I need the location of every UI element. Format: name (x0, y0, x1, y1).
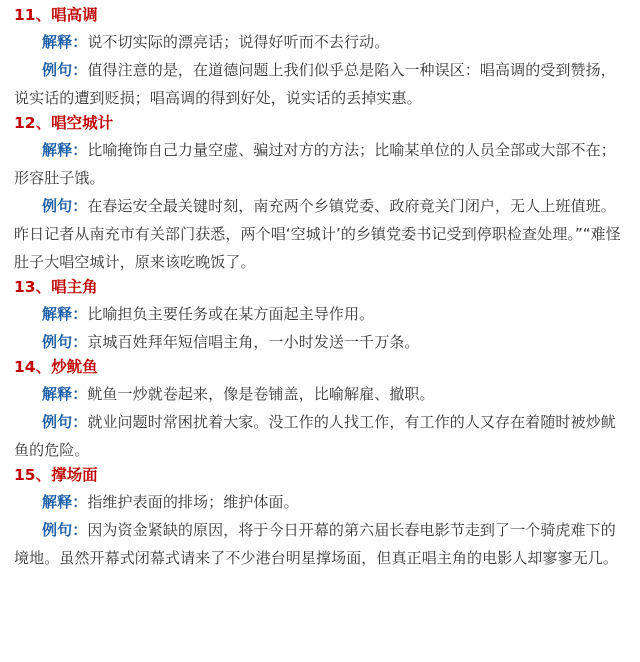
entry-title: 13、唱主角 (14, 278, 98, 296)
explanation-text: 比喻担负主要任务或在某方面起主导作用。 (87, 305, 375, 323)
explanation-label: 解释： (42, 33, 88, 51)
explanation-text: 指维护表面的排场；维护体面。 (87, 493, 299, 511)
entry-title: 12、唱空城计 (14, 114, 114, 132)
example-text: 京城百姓拜年短信唱主角，一小时发送一千万条。 (87, 333, 420, 351)
entry-15 (14, 464, 626, 572)
explanation-row (14, 136, 626, 192)
example-label: 例句： (42, 333, 88, 351)
explanation-label: 解释： (42, 385, 88, 403)
example-text: 因为资金紧缺的原因，将于今日开幕的第六届长春电影节走到了一个骑虎难下的境地。虽然开幕式闭幕式请来了不少港台明星撑场面，但真正唱主角的电影人却寥寥无几。 (14, 521, 619, 567)
explanation-text: 比喻掩饰自己力量空虚、骗过对方的方法；比喻某单位的人员全部或大部不在；形容肚子饿。 (14, 141, 616, 187)
example-label: 例句： (42, 413, 88, 431)
entry-title: 14、炒鱿鱼 (14, 358, 98, 376)
example-label: 例句： (42, 197, 88, 215)
entry-title: 11、唱高调 (14, 6, 98, 24)
example-row (14, 328, 626, 356)
explanation-row (14, 300, 626, 328)
explanation-row (14, 380, 626, 408)
entry-title: 15、撑场面 (14, 466, 98, 484)
explanation-label: 解释： (42, 141, 88, 159)
explanation-label: 解释： (42, 493, 88, 511)
explanation-text: 鱿鱼一炒就卷起来，像是卷铺盖，比喻解雇、撤职。 (87, 385, 435, 403)
example-label: 例句： (42, 521, 88, 539)
example-row (14, 516, 626, 572)
entry-13 (14, 276, 626, 356)
explanation-row (14, 28, 626, 56)
example-row (14, 192, 626, 276)
entry-11 (14, 4, 626, 112)
entry-12 (14, 112, 626, 276)
example-row (14, 56, 626, 112)
example-text: 值得注意的是，在道德问题上我们似乎总是陷入一种误区：唱高调的受到赞扬，说实话的遭到贬损；唱高调的得到好处，说实话的丢掉实惠。 (14, 61, 616, 107)
entry-14 (14, 356, 626, 464)
explanation-label: 解释： (42, 305, 88, 323)
example-row (14, 408, 626, 464)
example-text: 就业问题时常困扰着大家。没工作的人找工作，有工作的人又存在着随时被炒鱿鱼的危险。 (14, 413, 616, 459)
explanation-row (14, 488, 626, 516)
example-text: 在春运安全最关键时刻，南充两个乡镇党委、政府竟关门闭户，无人上班值班。昨日记者从南充市有关部门获悉，两个唱‘空城计’的乡镇党委书记受到停职检查处理。”“难怪肚子大唱空城计，原来该吃晚饭了。 (14, 197, 621, 271)
explanation-text: 说不切实际的漂亮话；说得好听而不去行动。 (87, 33, 390, 51)
example-label: 例句： (42, 61, 88, 79)
